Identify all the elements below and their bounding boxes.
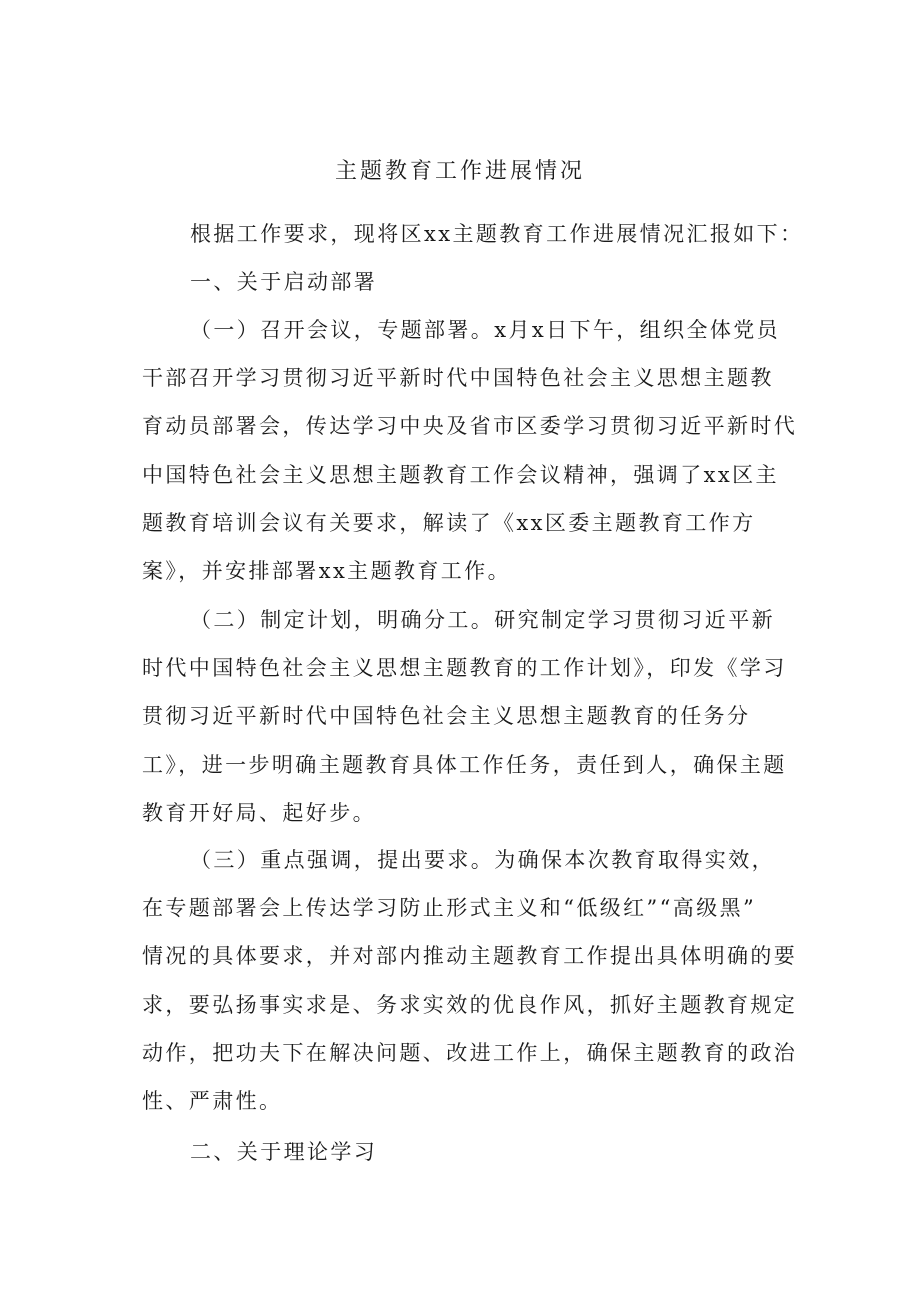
paragraph-line: 性、严肃性。 (142, 1088, 283, 1113)
paragraph-line: 教育开好局、起好步。 (142, 800, 376, 825)
paragraph-line: 情况的具体要求，并对部内推动主题教育工作提出具体明确的要 (142, 944, 798, 969)
intro-paragraph: 根据工作要求，现将区xx主题教育工作进展情况汇报如下： (190, 222, 804, 246)
paragraph-line: 动作，把功夫下在解决问题、改进工作上，确保主题教育的政治 (142, 1040, 798, 1065)
paragraph-line: 干部召开学习贯彻习近平新时代中国特色社会主义思想主题教 (142, 366, 774, 391)
paragraph-requirements (142, 836, 798, 1125)
paragraph-plan (142, 596, 787, 837)
paragraph-line: 题教育培训会议有关要求，解读了《xx区委主题教育工作方 (142, 510, 756, 535)
paragraph-line: 求，要弘扬事实求是、务求实效的优良作风，抓好主题教育规定 (142, 992, 798, 1017)
paragraph-line: （二）制定计划，明确分工。研究制定学习贯彻习近平新 (190, 608, 775, 632)
paragraph-line: 育动员部署会，传达学习中央及省市区委学习贯彻习近平新时代 (142, 414, 798, 439)
section-heading-startup: 一、关于启动部署 (190, 270, 378, 294)
paragraph-line: （一）召开会议，专题部署。x月x日下午，组织全体党员 (190, 318, 781, 342)
paragraph-line: 案》，并安排部署xx主题教育工作。 (142, 558, 511, 583)
paragraph-line: 中国特色社会主义思想主题教育工作会议精神，强调了xx区主 (142, 462, 779, 487)
paragraph-line: （三）重点强调，提出要求。为确保本次教育取得实效， (190, 848, 775, 872)
document-title: 主题教育工作进展情况 (334, 159, 585, 184)
paragraph-line: 工》，进一步明确主题教育具体工作任务，责任到人，确保主题 (142, 752, 787, 777)
paragraph-meeting (142, 306, 798, 595)
paragraph-line: 在专题部署会上传达学习防止形式主义和“低级红”“高级黑” (142, 896, 757, 921)
paragraph-line: 时代中国特色社会主义思想主题教育的工作计划》，印发《学习 (142, 656, 787, 681)
paragraph-line: 贯彻习近平新时代中国特色社会主义思想主题教育的任务分 (142, 704, 751, 729)
section-heading-theory-study: 二、关于理论学习 (190, 1140, 378, 1164)
